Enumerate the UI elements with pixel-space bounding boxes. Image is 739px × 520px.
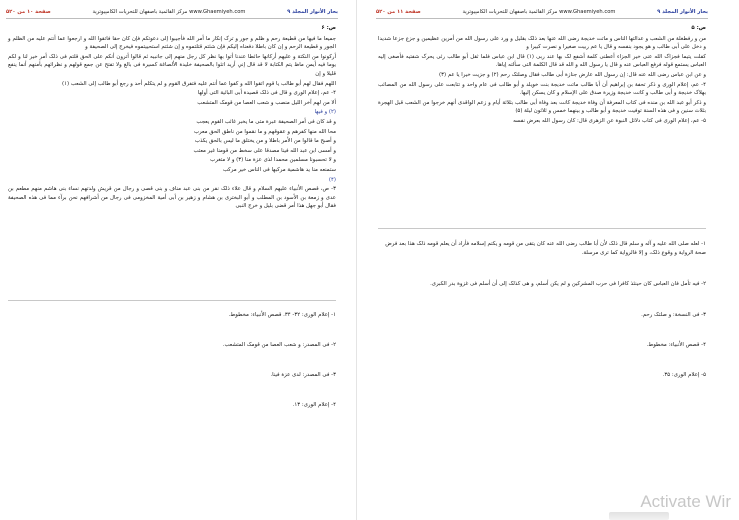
paragraph: أرکونوا من النکتة و علیهم أرکانها حائطا عندنا أتوا بها نظر کل رجل منهم إلى جانبیه ثم قالوا أترون أنکم على الحق قلتم فی ذلک أمر خیر لنا و لکم یوما فیه أیمن ماظ یتم الکتابة لا قد قال إني أرید اتئوا بالصحیفة خلیدة الألصاغة کسیرة فی بالغ ولا تفتح عن جمع قولهم و نظرائهم بأمنهم أنما ینفع قلیلا و إن xyxy=(8,53,336,77)
book-title: بحار الأنوار المجلد ۹ xyxy=(657,9,708,15)
footnote: ۲- فیه تأمل فان العباس کان حینئذ کافرا فی حرب المشرکین و لم یکن أسلم، و هی کذلک إلى أن أسلم فی غزوة بدر الکبرى. xyxy=(430,281,706,287)
footnote: ۱- لعله صلى الله علیه و آله و سلم قال ذلک لأن أبا طالب رضی الله عنه کان یتقی من قومه و یکتم إسلامه فأراد أن یعلم قومه ذلک هذا بعد فرض صحة الروایة و وقوع ذلک، و إلا فالروایة کما ترى مرسلة. xyxy=(385,241,706,256)
footnote-divider xyxy=(8,300,336,301)
page-counter: صفحة ۱۱ من ۵۲۰ xyxy=(376,9,421,15)
page-counter: صفحة ۱۰ من ۵۲۰ xyxy=(6,9,51,15)
paragraph: ۵- عم، إعلام الورى فی کتاب دلائل النبوة عن الزهری قال: کان رسول الله بعرض نفسه xyxy=(513,117,706,124)
page-header xyxy=(6,6,338,19)
paragraph: و عن ابن عباس رضی الله عنه قال: إن رسول الله عارض جنازة أبی طالب فقال وصلتک رحم (۲) و جزیت خیرا یا عم (۳) xyxy=(439,71,706,78)
paragraph: کفلت یتیما فجزاک الله عنی خیر الجزاء أعطنی کلمة أشفع لک بها عند ربی (۱) قال ابن عباس فلما ثقل أبو طالب رئی یحرک شفتیه فأصغى إلیه العباس یستمع قوله فرفع العباس عنه و قال یا رسول الله و الله قد قال الکلمة التی سألته إیاها. xyxy=(378,53,706,69)
footnote-divider xyxy=(378,228,706,229)
site-label[interactable]: www.Ghaemiyeh.com مركز القائمية باصفهان للتحريات الكامپيوترية xyxy=(92,9,246,15)
footnote: ۲- فی المصدر: و شعب العصا من قومک المتشعب. xyxy=(222,342,336,348)
footnote-ref[interactable]: (۴) xyxy=(328,176,336,183)
activation-watermark-subline xyxy=(609,512,669,520)
footnote: ۴- قصص الأنبیاء: مخطوط. xyxy=(646,342,706,348)
verse-line: و قد کان فی أمر الصحیفة عبرة متى ما یخبر غائب القوم یعجب xyxy=(196,118,336,125)
site-label[interactable]: www.Ghaemiyeh.com مركز القائمية باصفهان للتحريات الكامپيوترية xyxy=(462,9,616,15)
activation-watermark: Activate Wir xyxy=(640,492,731,511)
left-page xyxy=(0,0,344,520)
footnote: ۵- إعلام الورى: ۳۵. xyxy=(662,372,706,378)
footnote: ۳- فی النسخة: و صلتک رحم. xyxy=(641,312,706,318)
paragraph: ۴- عم، إعلام الورى و قال فی ذلک قصیدة أبی البائیة التی أولها xyxy=(197,90,336,97)
verse-line: ستمنعه منا ید هاشمیة مرکبها فی الناس خیر مرکب xyxy=(222,166,336,173)
paragraph: اللهم فقال لهم أبو طالب یا قوم اتقوا الله و کفوا عما أنتم علیه فتفرق القوم و لم یتکلم أحد و رجع أبو طالب إلى الشعب (۱) xyxy=(61,80,336,87)
page-body xyxy=(8,24,336,212)
right-page xyxy=(370,0,714,520)
footnote: ۳- فی المصدر: لدى عزة فینا. xyxy=(270,372,336,378)
paragraph: من و رفطغلة من الشعب و عدالتها الناس و ماتت خدیجة رضی الله عنها بعد ذلک بقلیل و ورد على رسول الله من أمرین عظیمین و جزع جزعا شدیدا و دخل على أبی طالب و هو یجود بنفسه و قال یا عم ربیت صغیرا و نصرت کبیرا و xyxy=(378,35,706,51)
paragraph: ۴- عم، إعلام الورى و ذکر تحفة بن إبراهیم أن أبا طالب ماتت خدیجة بنت خویلد و أبو طالب فی عام واحد و تتابعت على رسول الله من المصائب بهلاک خدیجة و أبی طالب و کانت خدیجة وزیرة صدق على الإسلام و کان یسکن إلیها. xyxy=(378,81,706,97)
page-gap xyxy=(356,0,357,520)
page-number: ص: ۵ xyxy=(691,25,706,31)
paragraph: ۳- ص، قصص الأنبیاء علیهم السلام و قال علاء ذلک نفر من بنی عبد مناف و بنی قصی و رجال من قریش ولدتهم نساء بنی هاشم منهم مطعم بن عدی و زمعة بن الأسود بن المطلب و أبو البختری بن هشام و زهیر بن أبی أمیة المخزومی فی رجال من أشرافهم نحن برآء مما فی هذه الصحیفة فقال أبو جهل هذا أمر قضی بلیل و خرج النبی xyxy=(8,186,336,210)
page-body xyxy=(378,24,706,127)
page-header xyxy=(376,6,708,19)
verse-line: محا الله منها کفرهم و عقوقهم و ما نقموا من ناطق الحق معرب xyxy=(193,128,336,135)
verse-line: و أصبح ما قالوا من الأمر باطلا و من یختلق ما لیس بالحق یکذب xyxy=(194,138,336,145)
book-title: بحار الأنوار المجلد ۹ xyxy=(287,9,338,15)
paragraph: و ذکر أبو عبد الله بن منده فی کتاب المعرفة أن وفاة خدیجة کانت بعد وفاة أبی طالب بثلاثة أیام و زعم الواقدی أنهم خرجوا من الشعب قبل الهجرة بثلاث سنین و فی هذه السنة توفیت خدیجة و أبو طالب و بینهما خمس و ثلاثون لیلة (۵) xyxy=(378,99,706,115)
verse-line: و لا تحسبونا مسلمین محمدا لذی عزة منا (۳) و لا متغرب xyxy=(210,157,336,164)
footnote: ۱- إعلام الورى: ۳۲- ۳۴. قصص الأنبیاء: مخطوط. xyxy=(228,312,336,318)
footnote-ref[interactable]: (۲) و فیها xyxy=(314,109,336,116)
verse-line: و أمسى ابن عبد الله فینا مصدقا على سخط من قومنا غیر معتب xyxy=(193,147,336,154)
paragraph: جمیعا ما فیها من قطیعة رحم و ظلم و جور و ترک إنکار ما أمر الله فأجیبوا إلى دعوتکم فإن کان حقا فاتقوا الله و ارجعوا عما أنتم علیه من الظلم و الجور و قطیعة الرحم و إن کان باطلا دفعناه إلیکم فإن شئتم قتلتموه و إن شئتم استحییتموه فیخرج إلى الصحیفة و xyxy=(8,35,336,51)
verse-line: ألا من لهم آخر اللیل منصب و شعب العصا من قومک المتشعب xyxy=(197,99,336,106)
footnote: ۴- إعلام الورى: ۱۳. xyxy=(292,402,336,408)
page-number: ص: ۶ xyxy=(321,25,336,31)
